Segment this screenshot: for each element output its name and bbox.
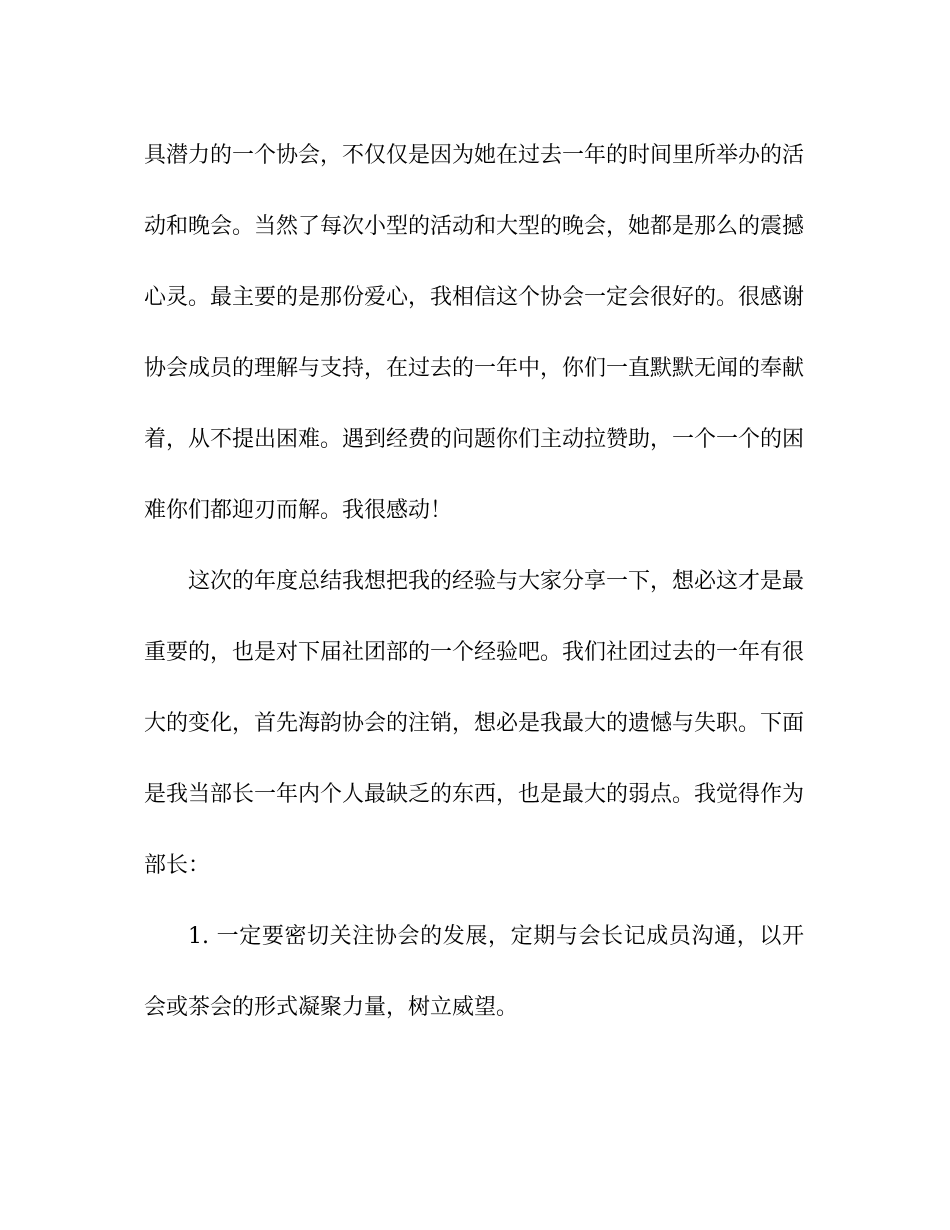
paragraph-3: 1. 一定要密切关注协会的发展，定期与会长记成员沟通，以开会或茶会的形式凝聚力量，树立威望。 — [144, 924, 804, 1020]
body-text — [144, 120, 804, 1043]
paragraph-2: 这次的年度总结我想把我的经验与大家分享一下，想必这才是最重要的，也是对下届社团部的一个经验吧。我们社团过去的一年有很大的变化，首先海韵协会的注销，想必是我最大的遗憾与失职。下面是我当部长一年内个人最缺乏的东西，也是最大的弱点。我觉得作为部长： — [144, 569, 805, 878]
paragraph-1: 具潜力的一个协会，不仅仅是因为她在过去一年的时间里所举办的活动和晚会。当然了每次小型的活动和大型的晚会，她都是那么的震撼心灵。最主要的是那份爱心，我相信这个协会一定会很好的。很感谢协会成员的理解与支持，在过去的一年中，你们一直默默无闻的奉献着，从不提出困难。遇到经费的问题你们主动拉赞助，一个一个的困难你们都迎刃而解。我很感动！ — [144, 143, 805, 523]
